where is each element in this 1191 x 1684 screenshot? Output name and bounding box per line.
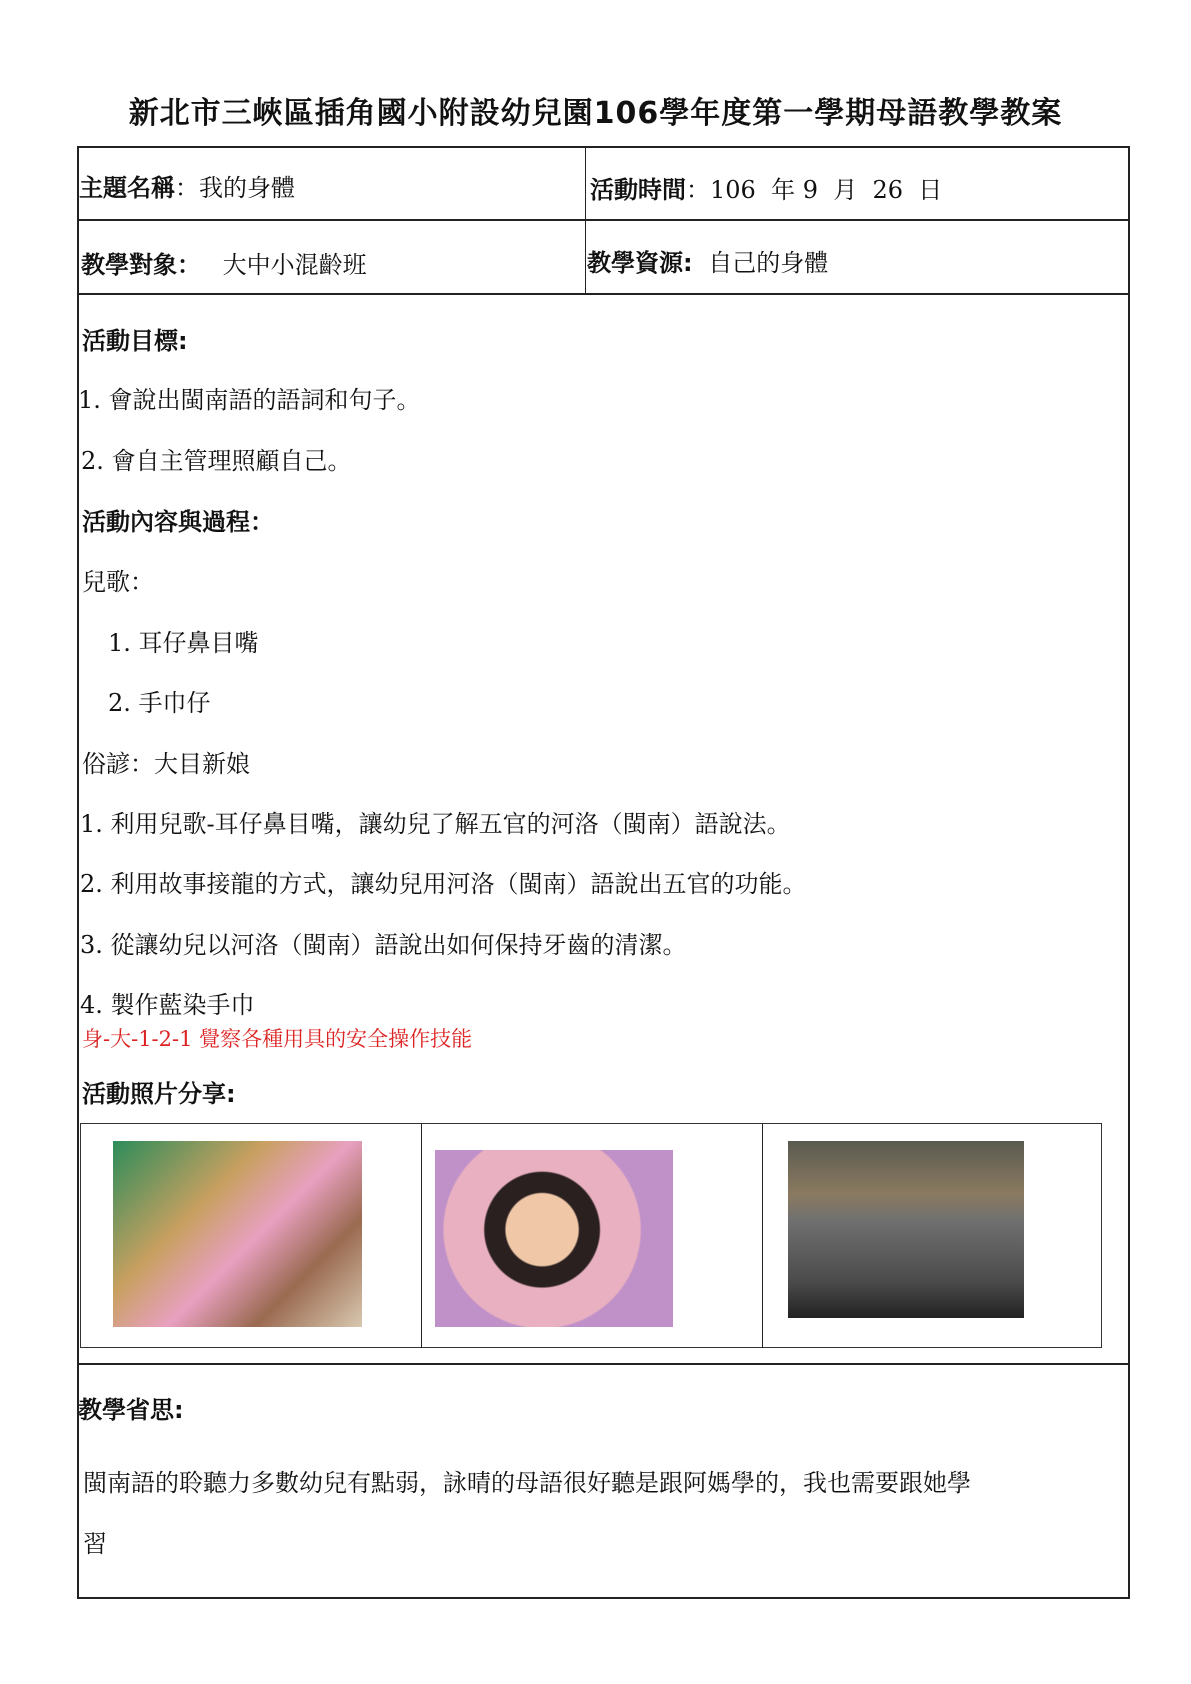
table-border [762, 1123, 763, 1348]
song-item: 2. 手巾仔 [108, 689, 211, 717]
resource-value: 自己的身體 [708, 249, 829, 277]
time-value: ：106 年 9 月 26 日 [686, 176, 943, 204]
theme-value: ：我的身體 [175, 174, 295, 202]
table-border [77, 219, 1130, 221]
content-heading: 活動內容與過程： [82, 508, 274, 536]
goals-heading: 活動目標: [82, 327, 188, 355]
target-label: 教學對象： [81, 251, 201, 279]
table-border [77, 1597, 1130, 1599]
table-border [585, 146, 586, 294]
time-label: 活動時間 [590, 176, 686, 204]
table-border [77, 146, 1130, 148]
goal-item: 2. 會自主管理照顧自己。 [81, 447, 352, 475]
activity-photo-2 [435, 1150, 673, 1327]
step-item: 2. 利用故事接龍的方式，讓幼兒用河洛（閩南）語說出五官的功能。 [80, 870, 807, 898]
photos-heading: 活動照片分享: [82, 1080, 236, 1108]
goal-item: 1. 會說出閩南語的語詞和句子。 [78, 386, 421, 414]
activity-photo-3 [788, 1141, 1024, 1318]
step-item: 4. 製作藍染手巾 [80, 991, 255, 1019]
reflection-text: 習 [83, 1530, 107, 1558]
target-field [81, 245, 367, 280]
theme-label: 主題名稱 [79, 174, 175, 202]
song-item: 1. 耳仔鼻目嘴 [108, 629, 259, 657]
reflection-text: 閩南語的聆聽力多數幼兒有點弱，詠晴的母語很好聽是跟阿媽學的，我也需要跟她學 [83, 1469, 971, 1497]
time-field [590, 170, 942, 205]
activity-photo-1 [113, 1141, 362, 1327]
curriculum-indicator: 身-大-1-2-1 覺察各種用具的安全操作技能 [82, 1027, 473, 1051]
target-value: 大中小混齡班 [222, 251, 367, 279]
resource-label: 教學資源: [587, 249, 693, 277]
table-border [77, 1363, 1130, 1365]
table-border [1128, 146, 1130, 1599]
songs-label: 兒歌： [82, 568, 154, 596]
theme-field [79, 168, 295, 203]
document-title: 新北市三峽區插角國小附設幼兒園106學年度第一學期母語教學教案 [128, 96, 1063, 131]
table-border [421, 1123, 422, 1348]
resource-field [587, 243, 828, 278]
proverb: 俗諺：大目新娘 [82, 750, 250, 778]
step-item: 1. 利用兒歌-耳仔鼻目嘴，讓幼兒了解五官的河洛（閩南）語說法。 [80, 810, 791, 838]
step-item: 3. 從讓幼兒以河洛（閩南）語說出如何保持牙齒的清潔。 [80, 931, 687, 959]
table-border [77, 146, 79, 1599]
table-border [77, 293, 1130, 295]
reflection-heading: 教學省思: [78, 1396, 184, 1424]
